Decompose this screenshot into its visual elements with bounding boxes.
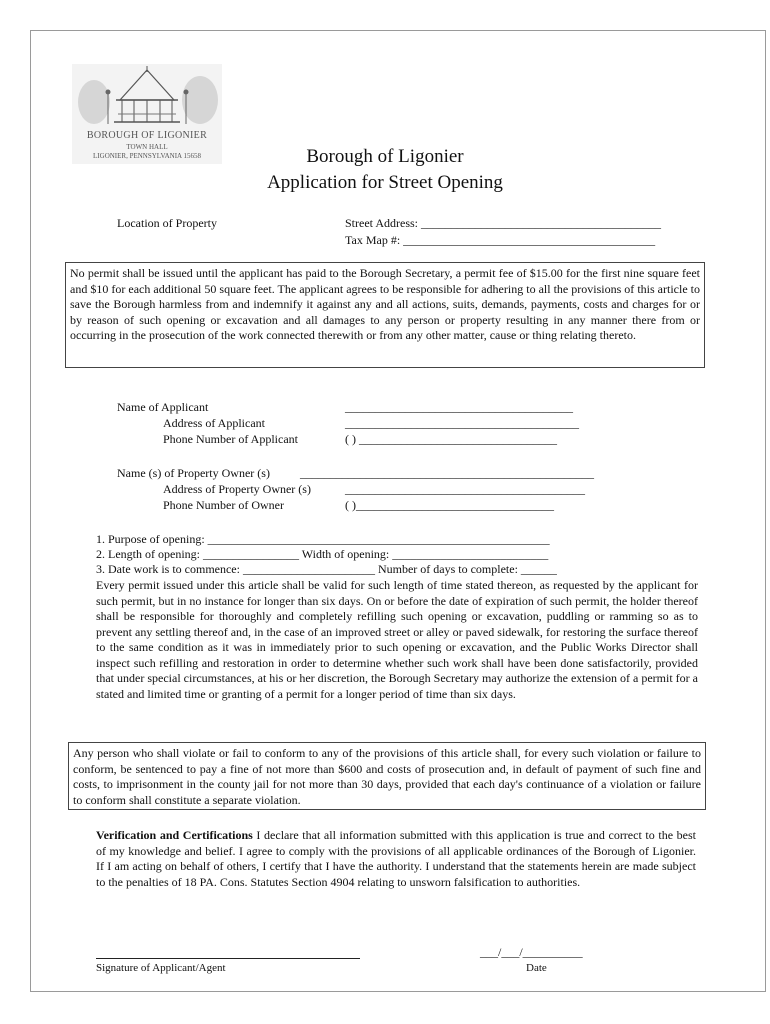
owner-address-label: Address of Property Owner (s) (163, 482, 311, 496)
verification-heading: Verification and Certifications (96, 828, 253, 842)
verification-text: I declare that all information submitted with this application is true and correct to the best of my knowledge and belief. I agree to comply with the provisions of all applicable ordinances of the Borough of Ligonier. If I am acting on behalf of others, I certify that I have the authority. I understand that the statements herein are made subject to the penalties of 18 PA. Cons. Statutes Section 4904 relating to unsworn falsification to authorities. (96, 828, 696, 889)
applicant-address-label: Address of Applicant (163, 416, 265, 430)
applicant-name-label: Name of Applicant (117, 400, 209, 414)
logo-subtitle: TOWN HALL (126, 143, 168, 151)
signature-line[interactable] (96, 958, 360, 959)
street-address-field[interactable]: Street Address: ________________________________________ (345, 216, 661, 230)
page-title: Borough of Ligonier (306, 146, 464, 167)
date-label: Date (526, 962, 547, 974)
permit-validity-paragraph: Every permit issued under this article shall be valid for such length of time stated thereon, as requested by the applicant for such permit, but in no instance for longer than six days. On or before the date of expiration of such permit, the holder thereof shall be responsible for thoroughly and completely refilling such opening or excavation, puddling or ramming so as to prevent any settling thereof and, in the case of an improved street or alley or paved sidewalk, for restoring the surface thereof to the same condition as it was in immediately prior to such opening or excavation, and the Public Works Director shall inspect such refilling and restoration in order to determine whether such work shall have been done satisfactorily, provided that under special circumstances, at his or her discretion, the Borough Secretary may authorize the extension of a permit for a stated and limited time or granting of a permit for a longer period of time than six days. (96, 578, 698, 701)
tax-map-field[interactable]: Tax Map #: __________________________________________ (345, 233, 656, 247)
applicant-phone-label: Phone Number of Applicant (163, 432, 298, 446)
length-width-field[interactable]: 2. Length of opening: ________________ Width of opening: __________________________ (96, 547, 549, 561)
verification-section (96, 828, 696, 890)
owner-name-label: Name (s) of Property Owner (s) (117, 466, 270, 480)
logo-title: BOROUGH OF LIGONIER (86, 130, 208, 141)
permit-fee-notice: No permit shall be issued until the applicant has paid to the Borough Secretary, a permit fee of $15.00 for the first nine square feet and $10 for each additional 50 square feet. The applicant agrees to be responsible for adhering to all the provisions of this article to save the Borough harmless from and indemnify it against any and all actions, suits, demands, payments, costs and charges for or by reason of such opening or excavation and all damages to any person or property resulting in any manner there from or occurring in the prosecution of the work connected therewith or from any other matter, cause or thing relating thereto. (65, 262, 705, 368)
logo-address: LIGONIER, PENNSYLVANIA 15658 (93, 152, 201, 160)
applicant-address-field[interactable]: _______________________________________ (345, 416, 579, 430)
owner-name-field[interactable]: _________________________________________________ (300, 466, 594, 480)
owner-address-field[interactable]: ________________________________________ (345, 482, 585, 496)
page-subtitle: Application for Street Opening (267, 172, 503, 193)
applicant-phone-field[interactable]: ( ) _________________________________ (345, 432, 557, 446)
date-days-field[interactable]: 3. Date work is to commence: ______________________ Number of days to complete: ______ (96, 562, 557, 576)
location-label: Location of Property (117, 216, 217, 230)
owner-phone-field[interactable]: ( )_________________________________ (345, 498, 554, 512)
penalty-notice: Any person who shall violate or fail to conform to any of the provisions of this article shall, for every such violation or failure to conform, be sentenced to pay a fine of not more than $600 and costs of prosecution and, in default of payment of such fine and costs, to imprisonment in the county jail for not more than 30 days, provided that each day's continuance of a violation or failure to conform shall constitute a separate violation. (68, 742, 706, 810)
applicant-name-field[interactable]: ______________________________________ (345, 400, 573, 414)
owner-phone-label: Phone Number of Owner (163, 498, 284, 512)
purpose-of-opening-field[interactable]: 1. Purpose of opening: _________________________________________________________ (96, 532, 550, 546)
date-field[interactable]: ___/___/__________ (480, 945, 583, 959)
signature-label: Signature of Applicant/Agent (96, 962, 226, 974)
